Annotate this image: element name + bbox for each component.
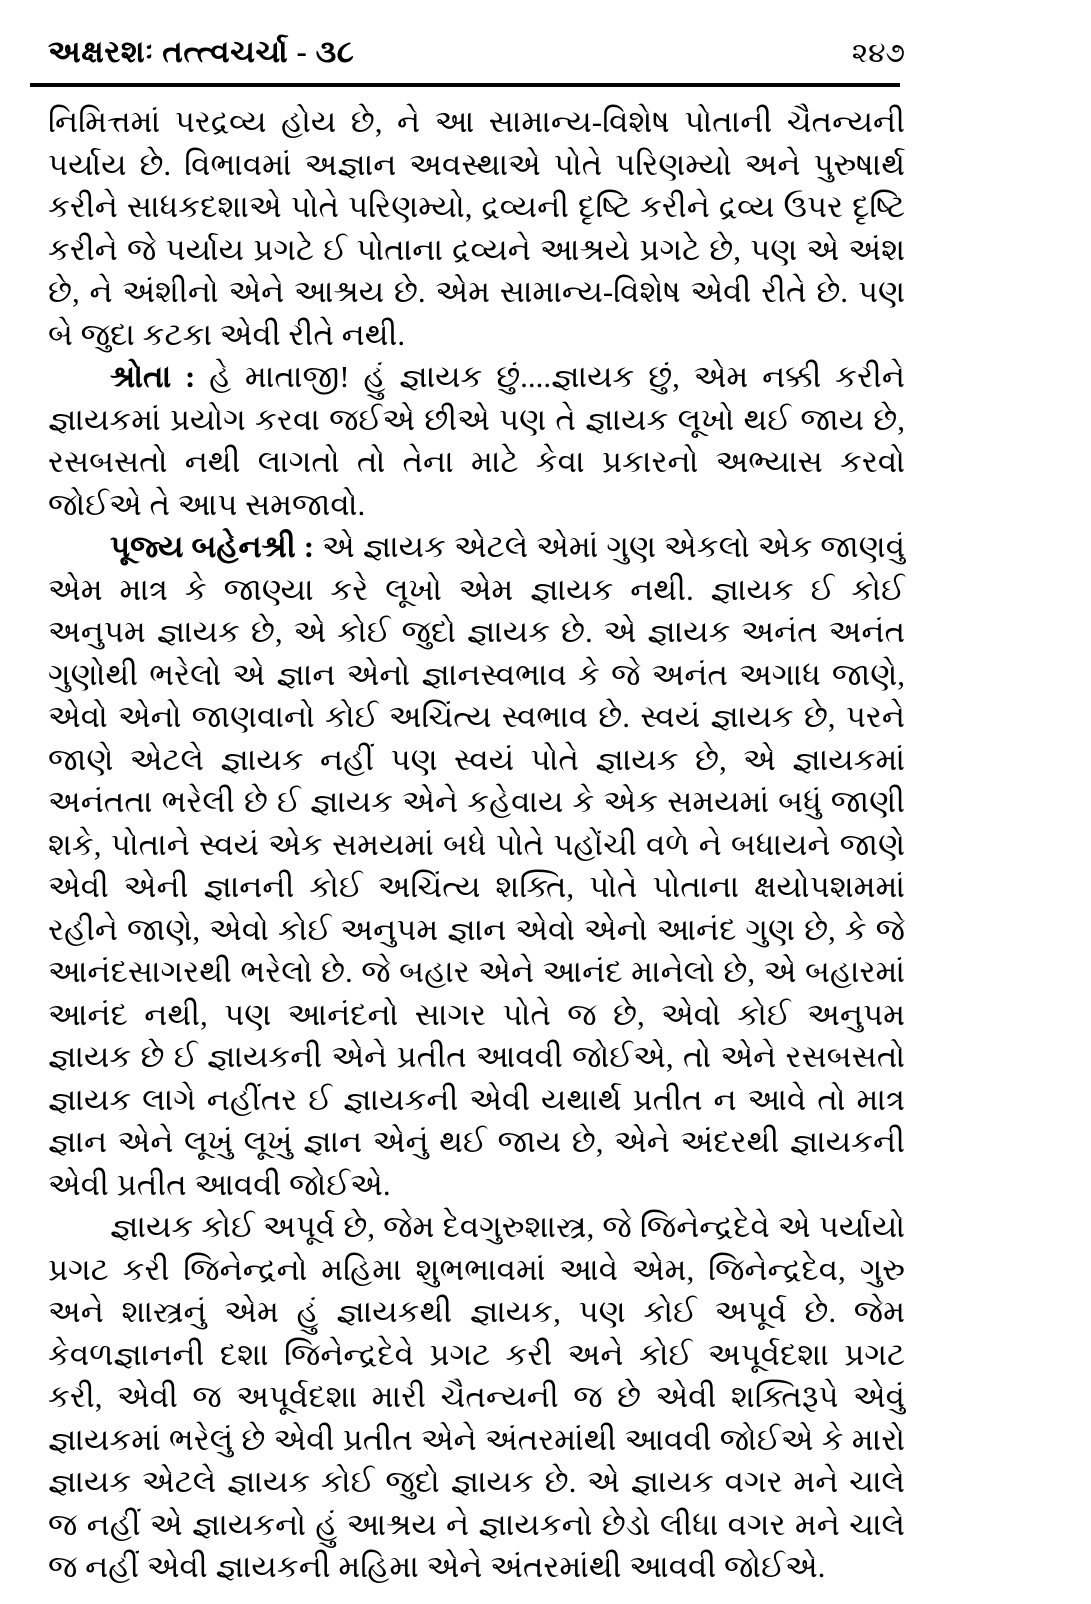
body-text [48, 101, 905, 1589]
paragraph-text: નિમિત્તમાં પરદ્રવ્ય હોય છે, ને આ સામાન્ય-વિશેષ પોતાની ચૈતન્યની પર્યાય છે. વિભાવમાં અજ્ઞાન અવસ્થાએ પોતે પરિણમ્યો અને પુરુષાર્થ કરીને સાધકદશાએ પોતે પરિણમ્યો, દ્રવ્યની દૃષ્ટિ કરીને દ્રવ્ય ઉપર દૃષ્ટિ કરીને જે પર્યાય પ્રગટે ઈ પોતાના દ્રવ્યને આશ્રયે પ્રગટે છે, પણ એ અંશ છે, ને અંશીનો એને આશ્રય છે. એમ સામાન્ય-વિશેષ એવી રીતે છે. પણ બે જુદા કટકા એવી રીતે નથી. [48, 104, 905, 352]
header-divider-rule [30, 83, 900, 87]
speaker-label-shrota: શ્રોતા : [110, 359, 196, 394]
speaker-label-pujya-bahenshri: પૂજ્ય બહેનશ્રી : [110, 529, 315, 564]
page-header [48, 34, 905, 71]
paragraph-text: એ જ્ઞાયક એટલે એમાં ગુણ એકલો એક જાણવું એમ માત્ર કે જાણ્યા કરે લૂખો એમ જ્ઞાયક નથી. જ્ઞાયક ઈ કોઈ અનુપમ જ્ઞાયક છે, એ કોઈ જુદો જ્ઞાયક છે. એ જ્ઞાયક અનંત અનંત ગુણોથી ભરેલો એ જ્ઞાન એનો જ્ઞાનસ્વભાવ કે જે અનંત અગાધ જાણે, એવો એનો જાણવાનો કોઈ અચિંત્ય સ્વભાવ છે. સ્વયં જ્ઞાયક છે, પરને જાણે એટલે જ્ઞાયક નહીં પણ સ્વયં પોતે જ્ઞાયક છે, એ જ્ઞાયકમાં અનંતતા ભરેલી છે ઈ જ્ઞાયક એને કહેવાય કે એક સમયમાં બધું જાણી શકે, પોતાને સ્વયં એક સમયમાં બધે પોતે પહોંચી વળે ને બધાયને જાણે એવી એની જ્ઞાનની કોઈ અચિંત્ય શક્તિ, પોતે પોતાના ક્ષયોપશમમાં રહીને જાણે, એવો કોઈ અનુપમ જ્ઞાન એવો એનો આનંદ ગુણ છે, કે જે આનંદસાગરથી ભરેલો છે. જે બહાર એને આનંદ માનેલો છે, એ બહારમાં આનંદ નથી, પણ આનંદનો સાગર પોતે જ છે, એવો કોઈ અનુપમ જ્ઞાયક છે ઈ જ્ઞાયકની એને પ્રતીત આવવી જોઈએ, તો એને રસબસતો જ્ઞાયક લાગે નહીંતર ઈ જ્ઞાયકની એવી યથાર્થ પ્રતીત ન આવે તો માત્ર જ્ઞાન એને લૂખું લૂખું જ્ઞાન એનું થઈ જાય છે, એને અંદરથી જ્ઞાયકની એવી પ્રતીત આવવી જોઈએ. [48, 529, 906, 1202]
paragraph-answer-continued [48, 1206, 905, 1589]
paragraph-questioner [48, 356, 905, 526]
paragraph-text: હે માતાજી! હું જ્ઞાયક છું....જ્ઞાયક છું, એમ નક્કી કરીને જ્ઞાયકમાં પ્રયોગ કરવા જઈએ છીએ પણ તે જ્ઞાયક લૂખો થઈ જાય છે, રસબસતો નથી લાગતો તો તેના માટે કેવા પ્રકારનો અભ્યાસ કરવો જોઈએ તે આપ સમજાવો. [48, 359, 905, 522]
page-number: ૨૪૭ [851, 38, 905, 69]
paragraph-continuation [48, 101, 905, 356]
paragraph-text: જ્ઞાયક કોઈ અપૂર્વ છે, જેમ દેવગુરુશાસ્ત્ર, જે જિનેન્દ્રદેવે એ પર્યાયો પ્રગટ કરી જિનેન્દ્રનો મહિમા શુભભાવમાં આવે એમ, જિનેન્દ્રદેવ, ગુરુ અને શાસ્ત્રનું એમ હું જ્ઞાયકથી જ્ઞાયક, પણ કોઈ અપૂર્વ છે. જેમ કેવળજ્ઞાનની દશા જિનેન્દ્રદેવે પ્રગટ કરી અને કોઈ અપૂર્વદશા પ્રગટ કરી, એવી જ અપૂર્વદશા મારી ચૈતન્યની જ છે એવી શક્તિરૂપે એવું જ્ઞાયકમાં ભરેલું છે એવી પ્રતીત એને અંતરમાંથી આવવી જોઈએ કે મારો જ્ઞાયક એટલે જ્ઞાયક કોઈ જુદો જ્ઞાયક છે. એ જ્ઞાયક વગર મને ચાલે જ નહીં એ જ્ઞાયકનો હું આશ્રય ને જ્ઞાયકનો છેડો લીધા વગર મને ચાલે જ નહીં એવી જ્ઞાયકની મહિમા એને અંતરમાંથી આવવી જોઈએ. [48, 1209, 905, 1584]
paragraph-answer [48, 526, 905, 1206]
page-title: અક્ષરશઃ તત્ત્વચર્ચા - ૩૮ [48, 34, 355, 69]
